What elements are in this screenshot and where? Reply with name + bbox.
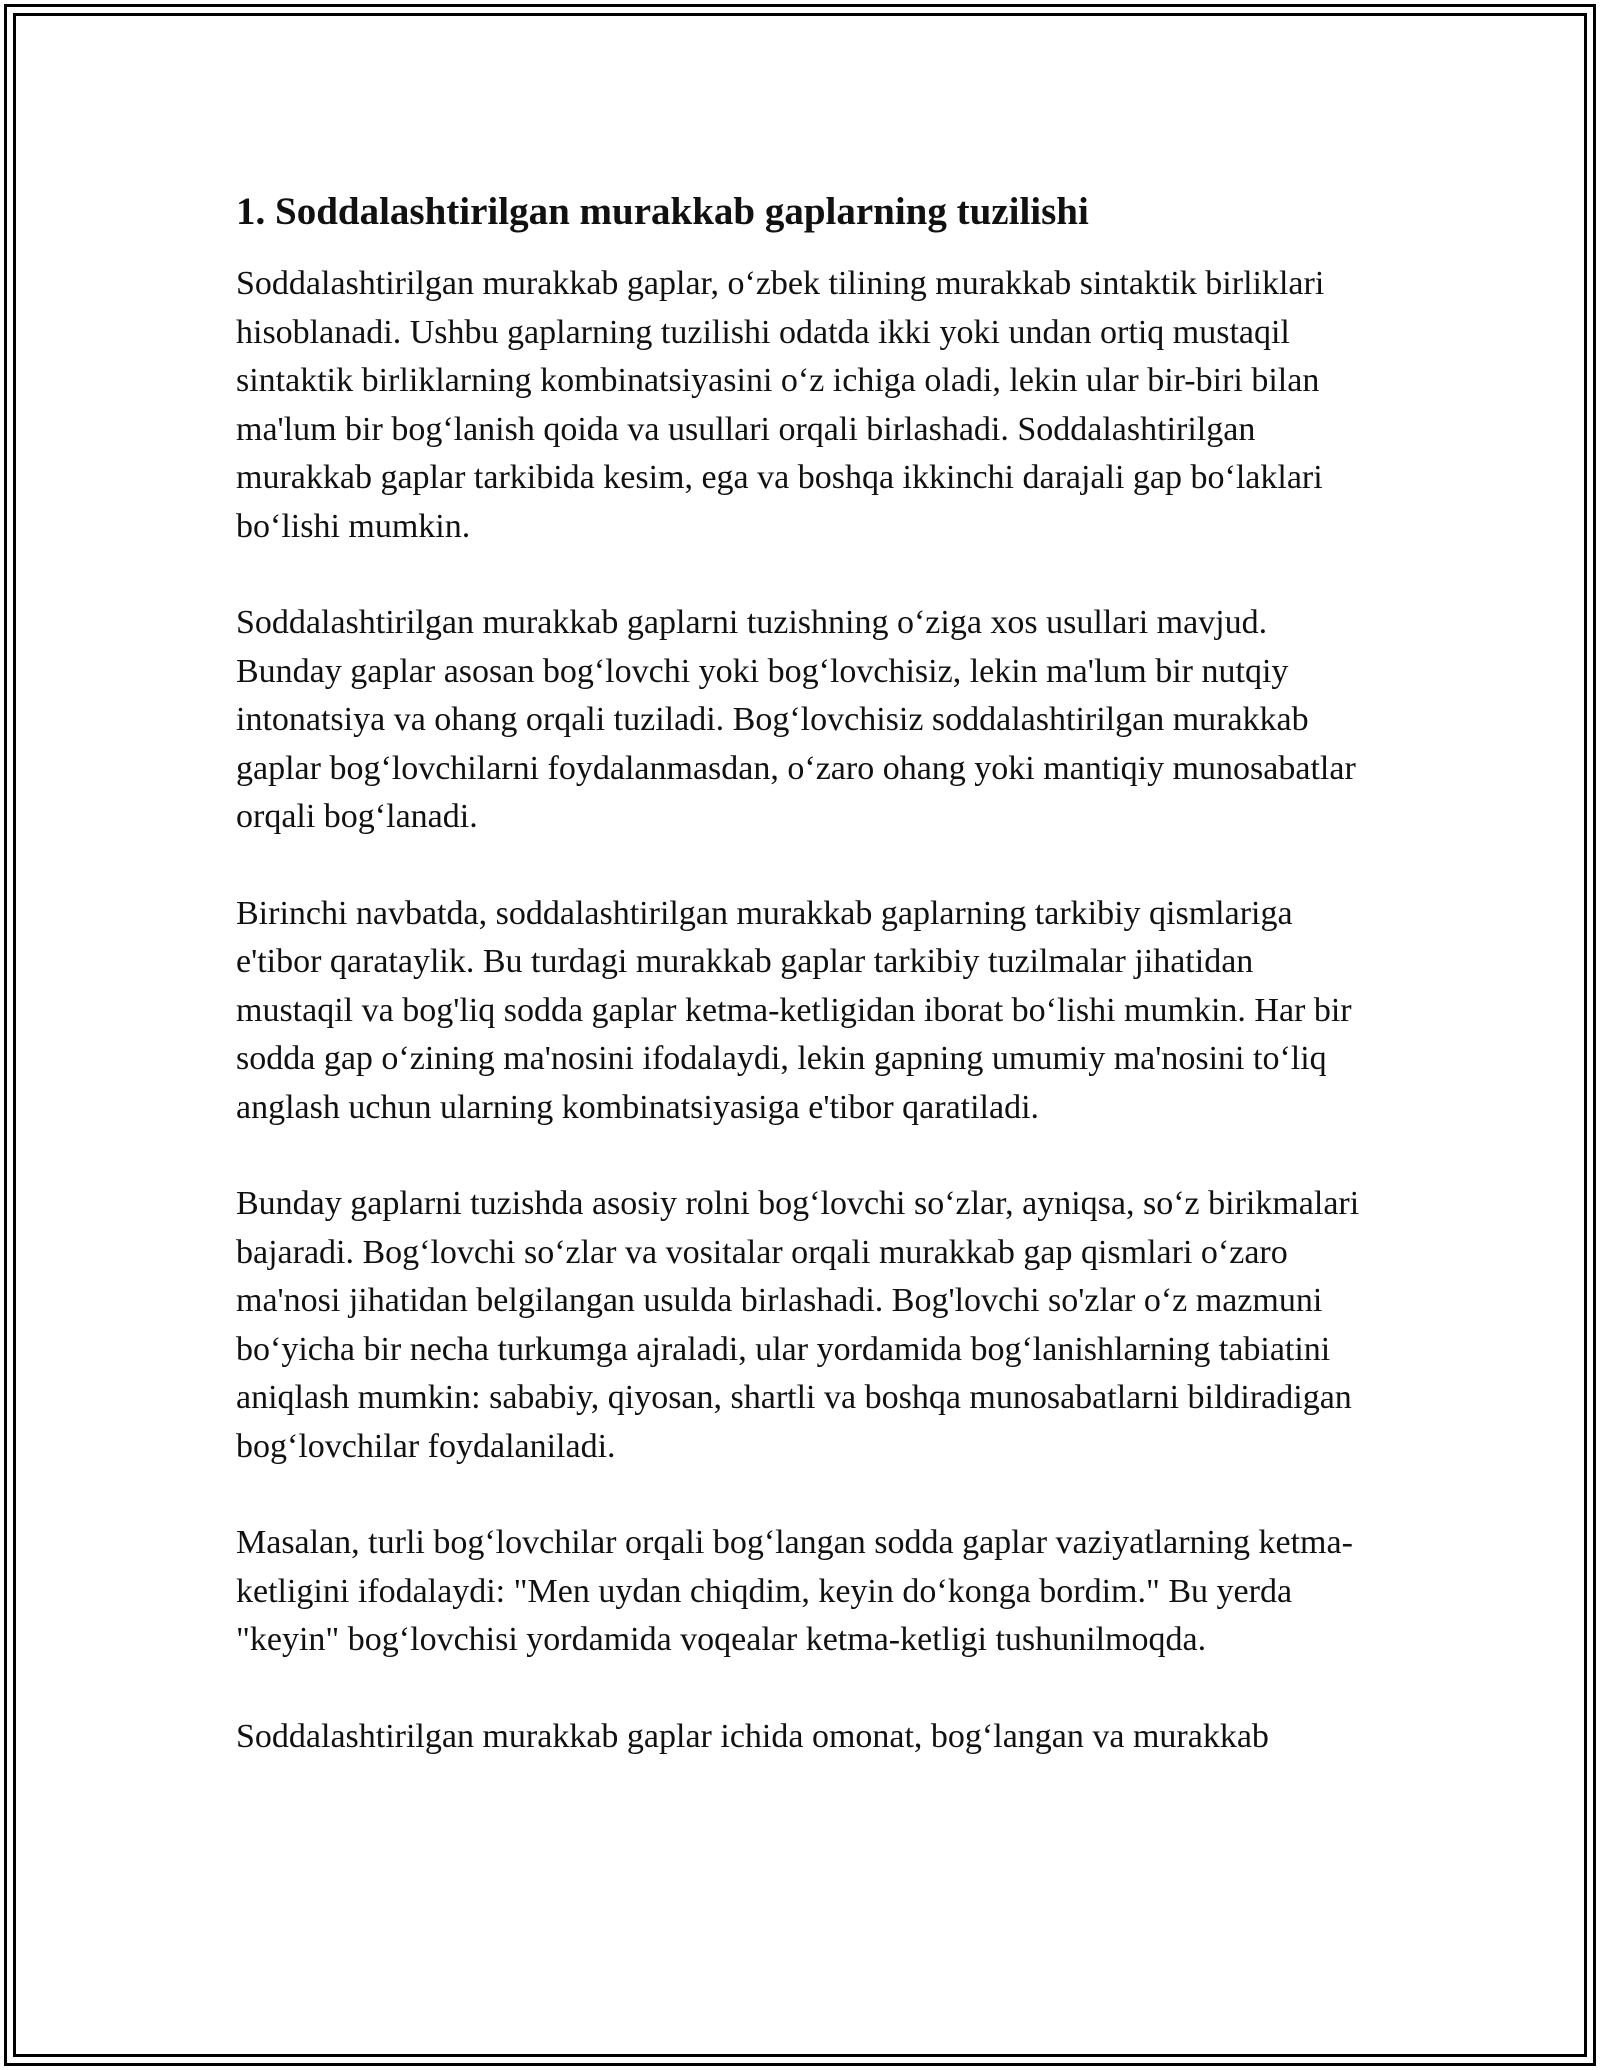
document-body	[236, 182, 1374, 1761]
paragraph-1: Soddalashtirilgan murakkab gaplar, o‘zbek tilining murakkab sintaktik birliklari hisoblanadi. Ushbu gaplarning tuzilishi odatda ikki yoki undan ortiq mustaqil sintaktik birliklarning kombinatsiyasini o‘z ichiga oladi, lekin ular bir-biri bilan ma'lum bir bog‘lanish qoida va usullari orqali birlashadi. Soddalashtirilgan murakkab gaplar tarkibida kesim, ega va boshqa ikkinchi darajali gap bo‘laklari bo‘lishi mumkin.	[236, 265, 1325, 545]
paragraph-4: Bunday gaplarni tuzishda asosiy rolni bog‘lovchi so‘zlar, ayniqsa, so‘z birikmalari bajaradi. Bog‘lovchi so‘zlar va vositalar orqali murakkab gap qismlari o‘zaro ma'nosi jihatidan belgilangan usulda birlashadi. Bog'lovchi so'zlar o‘z mazmuni bo‘yicha bir necha turkumga ajraladi, ular yordamida bog‘lanishlarning tabiatini aniqlash mumkin: sababiy, qiyosan, shartli va boshqa munosabatlarni bildiradigan bog‘lovchilar foydalaniladi.	[236, 1185, 1360, 1465]
paragraph-2: Soddalashtirilgan murakkab gaplarni tuzishning o‘ziga xos usullari mavjud. Bunday gaplar asosan bog‘lovchi yoki bog‘lovchisiz, lekin ma'lum bir nutqiy intonatsiya va ohang orqali tuziladi. Bog‘lovchisiz soddalashtirilgan murakkab gaplar bog‘lovchilarni foydalanmasdan, o‘zaro ohang yoki mantiqiy munosabatlar orqali bog‘lanadi.	[236, 604, 1356, 835]
paragraph-6: Soddalashtirilgan murakkab gaplar ichida omonat, bog‘langan va murakkab	[236, 1717, 1269, 1755]
paragraph-3: Birinchi navbatda, soddalashtirilgan murakkab gaplarning tarkibiy qismlariga e'tibor qarataylik. Bu turdagi murakkab gaplar tarkibiy tuzilmalar jihatidan mustaqil va bog'liq sodda gaplar ketma-ketligidan iborat bo‘lishi mumkin. Har bir sodda gap o‘zining ma'nosini ifodalaydi, lekin gapning umumiy ma'nosini to‘liq anglash uchun ularning kombinatsiyasiga e'tibor qaratiladi.	[236, 894, 1352, 1126]
section-heading: 1. Soddalashtirilgan murakkab gaplarning tuzilishi	[236, 190, 1089, 233]
paragraph-5: Masalan, turli bog‘lovchilar orqali bog‘langan sodda gaplar vaziyatlarning ketma-ketligini ifodalaydi: "Men uydan chiqdim, keyin do‘konga bordim." Bu yerda "keyin" bog‘lovchisi yordamida voqealar ketma-ketligi tushunilmoqda.	[236, 1524, 1353, 1658]
